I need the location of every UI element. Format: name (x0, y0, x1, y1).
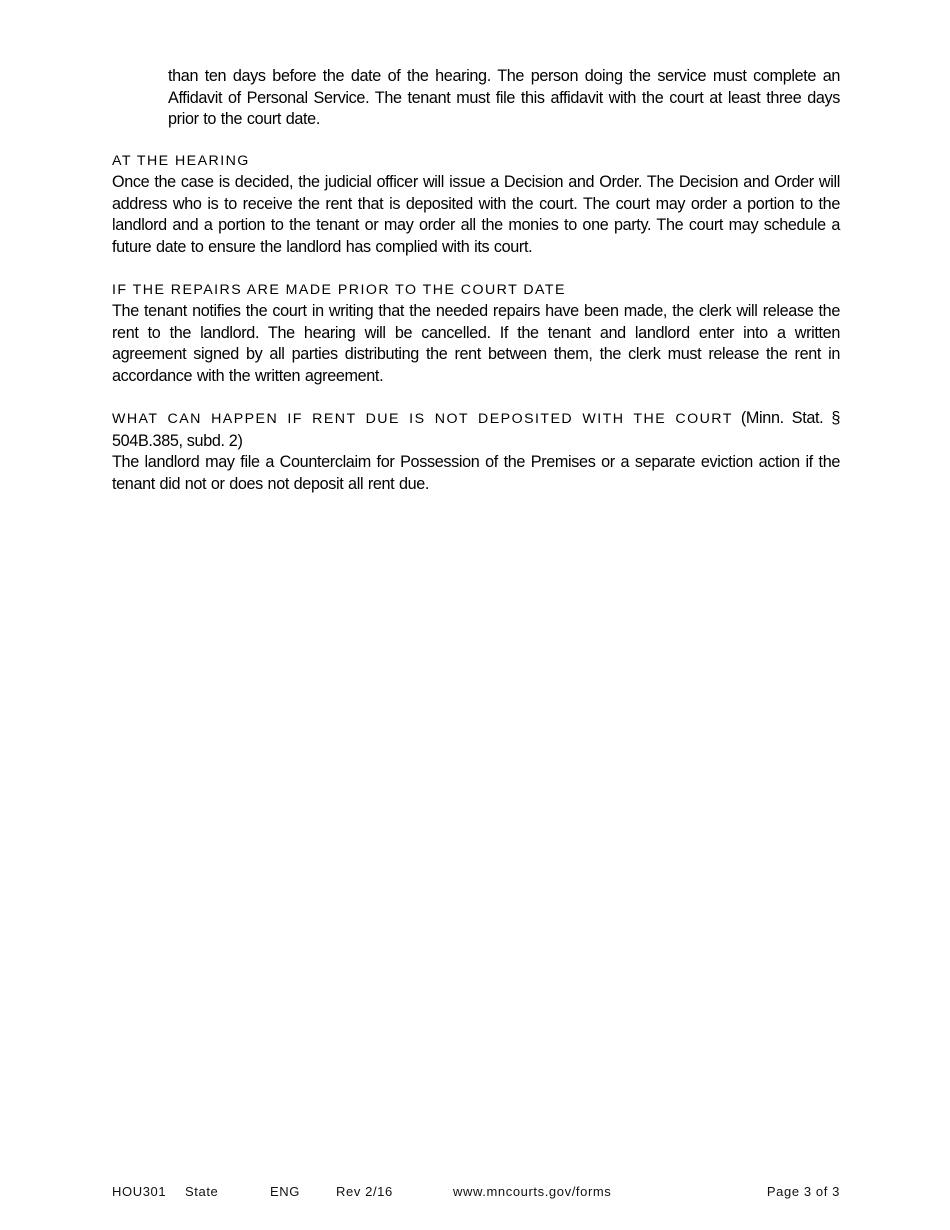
section-body: Once the case is decided, the judicial officer will issue a Decision and Order. The Decision and Order will address who is to receive the rent that is deposited with the court. The court may order a portion to the landlord and a portion to the tenant or may order all the monies to one party. The court may schedule a future date to ensure the landlord has complied with its court. (112, 173, 840, 257)
footer-revision: Rev 2/16 (336, 1184, 393, 1199)
footer-url: www.mncourts.gov/forms (453, 1184, 612, 1199)
section-body: The tenant notifies the court in writing that the needed repairs have been made, the clerk will release the rent to the landlord. The hearing will be cancelled. If the tenant and landlord enter into a written agreement signed by all parties distributing the rent between them, the clerk must release the rent in accordance with the written agreement. (112, 302, 840, 386)
section-heading: AT THE HEARING (112, 153, 250, 169)
footer-jurisdiction: State (185, 1184, 219, 1199)
section-heading (112, 408, 840, 452)
footer-form-id: HOU301 (112, 1184, 167, 1199)
section-at-the-hearing (112, 151, 840, 259)
section-body: The landlord may file a Counterclaim for Possession of the Premises or a separate eviction action if the tenant did not or does not deposit all rent due. (112, 453, 840, 494)
continuation-paragraph: than ten days before the date of the hearing. The person doing the service must complete an Affidavit of Personal Service. The tenant must file this affidavit with the court at least three days prior to the court date. (168, 67, 840, 129)
section-heading-text: WHAT CAN HAPPEN IF RENT DUE IS NOT DEPOSITED WITH THE COURT (112, 411, 733, 427)
statute-citation: (Minn. Stat. § 504B.385, subd. 2) (112, 409, 840, 450)
footer-page-number: Page 3 of 3 (766, 1184, 840, 1199)
section-rent-not-deposited (112, 408, 840, 496)
section-repairs-made (112, 280, 840, 388)
footer-language: ENG (270, 1184, 300, 1199)
section-heading: IF THE REPAIRS ARE MADE PRIOR TO THE COURT DATE (112, 282, 566, 298)
page-footer (112, 1184, 840, 1202)
